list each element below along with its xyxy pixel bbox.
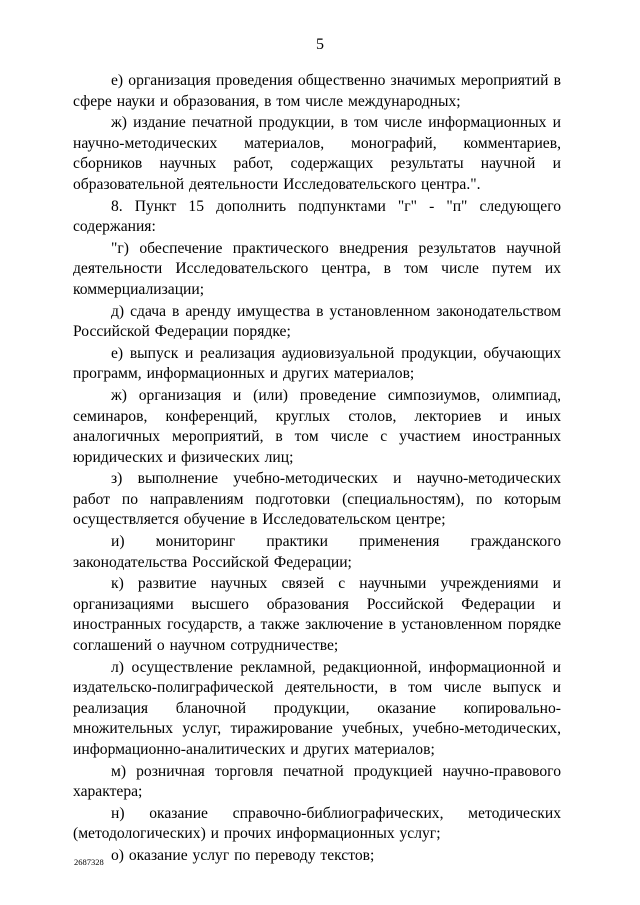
paragraph-i-monitoring: и) мониторинг практики применения гражданского законодательства Российской Федерации; (73, 533, 561, 571)
paragraph-item-8: 8. Пункт 15 дополнить подпунктами "г" - "п" следующего содержания: (73, 197, 561, 236)
paragraph-z-methodical-work: з) выполнение учебно-методических и научно-методических работ по направлениям подготовки (специальностям), по которым осуществляется обучение в Исследовательском центре; (73, 470, 561, 529)
paragraph-m-retail: м) розничная торговля печатной продукцией научно-правового характера; (73, 762, 561, 801)
paragraph-zh-printing: ж) издание печатной продукции, в том числе информационных и научно-методических материалов, монографий, комментариев, сборников научных работ, содержащих результаты научной и образовательной деятельности Исследовательского центра.". (73, 114, 561, 193)
paragraph-o-translation: о) оказание услуг по переводу текстов; (111, 846, 375, 864)
paragraph-e-audiovisual: е) выпуск и реализация аудиовизуальной продукции, обучающих программ, информационных и других материалов; (73, 344, 561, 383)
paragraph-e-events: е) организация проведения общественно значимых мероприятий в сфере науки и образования, в том числе международных; (73, 72, 561, 110)
document-code: 2687328 (74, 857, 104, 867)
page-number: 5 (316, 36, 324, 53)
paragraph-g-implementation: "г) обеспечение практического внедрения результатов научной деятельности Исследовательского центра, в том числе путем их коммерциализации; (73, 239, 561, 298)
paragraph-k-scientific-ties: к) развитие научных связей с научными учреждениями и организациями высшего образования Российской Федерации и иностранных государств, а также заключение в установленном порядке соглашений о научном сотрудничестве; (73, 575, 561, 655)
paragraph-l-publishing: л) осуществление рекламной, редакционной, информационной и издательско-полиграфической деятельности, в том числе выпуск и реализация бланочной продукции, оказание копировально-множительных услуг, тиражирование учебных, учебно-методических, информационно-аналитических и других материалов; (73, 658, 561, 758)
paragraph-zh-symposia: ж) организация и (или) проведение симпозиумов, олимпиад, семинаров, конференций, круглых столов, лекториев и иных аналогичных мероприятий, в том числе с участием иностранных юридических и физических лиц; (73, 386, 561, 466)
paragraph-d-lease: д) сдача в аренду имущества в установленном законодательством Российской Федерации порядке; (73, 302, 561, 341)
paragraph-n-reference-services: н) оказание справочно-библиографических, методических (методологических) и прочих информационных услуг; (73, 804, 561, 843)
document-body (73, 71, 561, 868)
